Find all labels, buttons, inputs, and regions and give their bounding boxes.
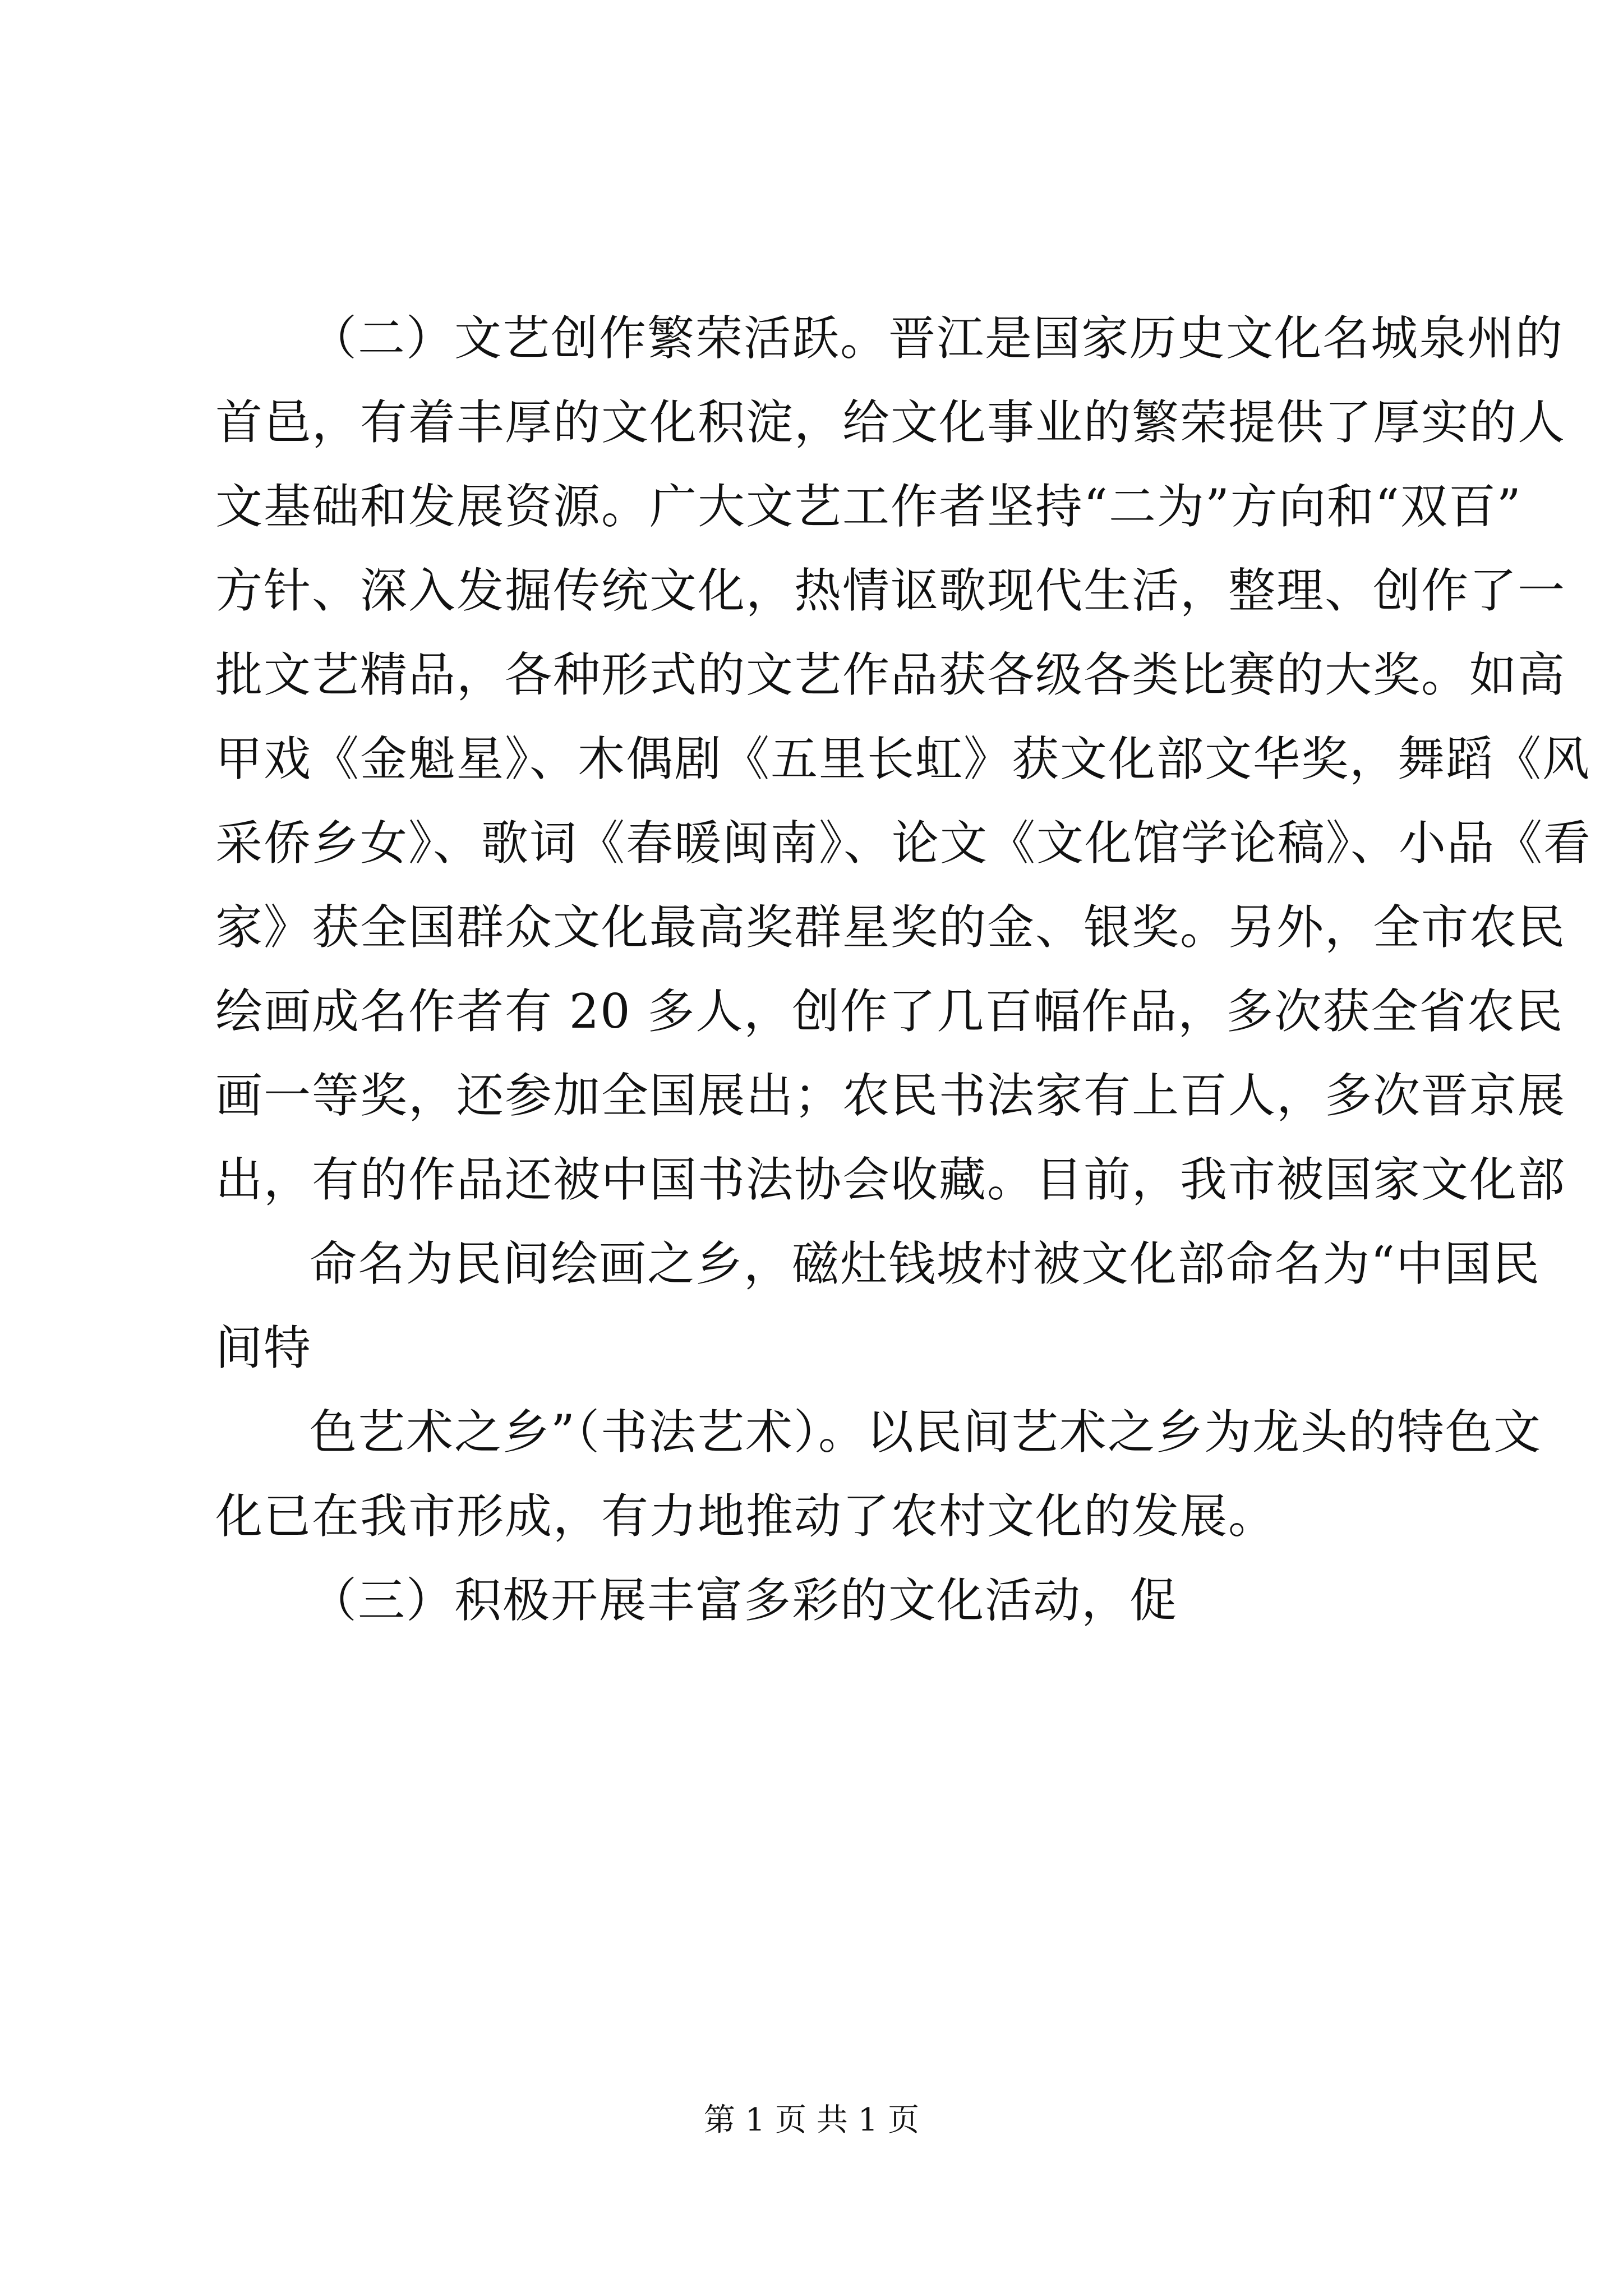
text-line: 家》获全国群众文化最高奖群星奖的金、银奖。另外，全市农民 xyxy=(215,900,1566,955)
text-line: （三）积极开展丰富多彩的文化活动，促 xyxy=(310,1573,1178,1628)
text-line: 文基础和发展资源。广大文艺工作者坚持“二为”方向和“双百” xyxy=(215,479,1522,534)
text-line: 绘画成名作者有 20 多人，创作了几百幅作品，多次获全省农民 xyxy=(215,984,1564,1039)
text-line: 命名为民间绘画之乡，磁灶钱坡村被文化部命名为“中国民 xyxy=(310,1236,1541,1291)
text-line: 批文艺精品，各种形式的文艺作品获各级各类比赛的大奖。如高 xyxy=(215,647,1566,702)
text-line: 化已在我市形成，有力地推动了农村文化的发展。 xyxy=(215,1489,1277,1544)
text-line: （二）文艺创作繁荣活跃。晋江是国家历史文化名城泉州的 xyxy=(310,311,1564,366)
text-line: 甲戏《金魁星》、木偶剧《五里长虹》获文化部文华奖，舞蹈《风 xyxy=(215,731,1591,786)
text-line: 方针、深入发掘传统文化，热情讴歌现代生活，整理、创作了一 xyxy=(215,563,1566,618)
text-line: 色艺术之乡”（书法艺术）。以民间艺术之乡为龙头的特色文 xyxy=(310,1405,1542,1460)
text-line: 出，有的作品还被中国书法协会收藏。目前，我市被国家文化部 xyxy=(215,1152,1566,1207)
text-line: 采侨乡女》、歌词《春暖闽南》、论文《文化馆学论稿》、小品《看 xyxy=(215,816,1592,871)
text-line: 首邑，有着丰厚的文化积淀，给文化事业的繁荣提供了厚实的人 xyxy=(215,395,1566,450)
page-number-footer: 第 1 页 共 1 页 xyxy=(703,2102,920,2138)
text-line: 画一等奖，还参加全国展出；农民书法家有上百人，多次晋京展 xyxy=(215,1068,1566,1123)
document-body xyxy=(215,296,1592,1642)
text-line: 间特 xyxy=(215,1320,312,1375)
